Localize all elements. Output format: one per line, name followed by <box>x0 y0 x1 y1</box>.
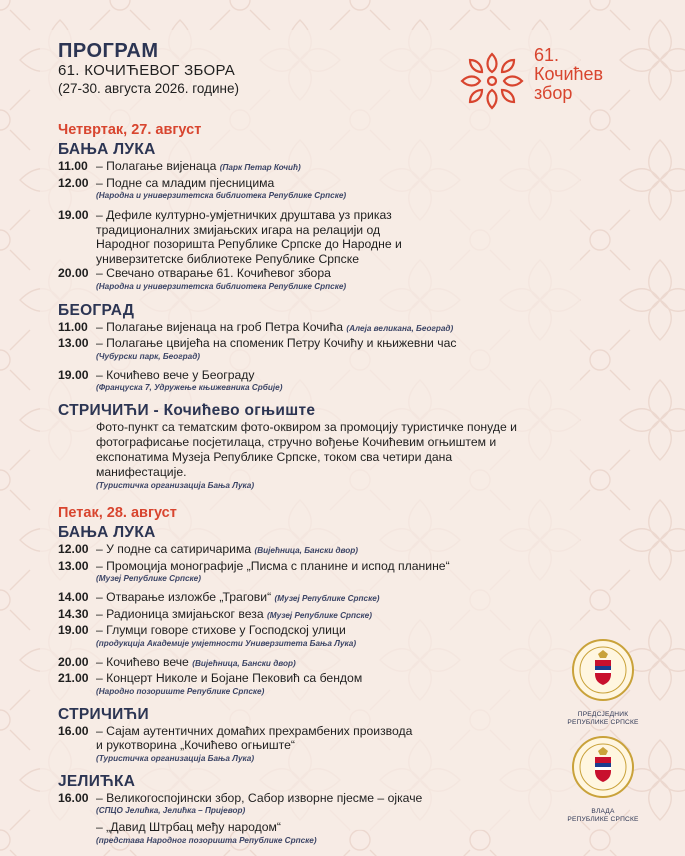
event-time: 16.00 <box>58 790 89 805</box>
page-title: ПРОГРАМ <box>58 40 159 62</box>
event-row <box>58 590 558 607</box>
logo-line-2: Кочићев <box>534 64 604 84</box>
event-row <box>58 159 558 176</box>
event-time <box>58 820 96 835</box>
event-location: (Вијећница, Бански двор) <box>254 546 359 555</box>
logo-line-3: збор <box>534 83 573 103</box>
event-location: (Народно позориште Републике Српске) <box>96 686 265 696</box>
event-row <box>58 542 558 559</box>
event-row <box>58 623 558 638</box>
day-heading: Петак, 28. август <box>58 505 177 521</box>
event-text: – Концерт Николе и Бојане Пековић са бендом <box>96 671 363 685</box>
event-time: 19.00 <box>58 208 89 222</box>
event-text: – Великогоспојински збор, Сабор изворне пјесме – ојкаче <box>96 790 423 805</box>
event-row <box>58 266 558 281</box>
coat-of-arms-seal-icon <box>571 638 635 702</box>
header <box>58 40 239 97</box>
event-text: – У подне са сатиричарима <box>96 542 252 556</box>
event-row <box>58 368 558 383</box>
event-text: – Кочићево вече у Београду <box>96 367 255 382</box>
event-location: (Музеј Републике Српске) <box>96 574 201 583</box>
event-time: 11.00 <box>58 159 88 173</box>
page-dates: (27-30. августа 2026. године) <box>58 81 240 96</box>
event-text: – „Давид Штрбац међу народом“ <box>96 820 281 834</box>
event-text: – Промоција монографије „Писма с планине и испод планине“ <box>96 558 450 573</box>
schedule <box>58 122 558 846</box>
event-description: Фото-пункт са тематским фото-оквиром за промоцију туристичке понуде и фотографисање посјетилаца, стручно вођење Кочићевим огњиштем и експонатима Музеја Републике Српске, током сва четири дана манифестације. <box>96 420 517 479</box>
event-row <box>58 320 558 337</box>
seal-label: РЕПУБЛИКЕ СРПСКЕ <box>567 816 639 823</box>
event-text: – Свечано отварање 61. Кочићевог збора <box>96 266 331 280</box>
event-time: 20.00 <box>58 654 89 669</box>
event-location: (СПЦО Јелићка, Јелићка – Пријевор) <box>96 806 246 815</box>
event-time: 14.00 <box>58 590 89 604</box>
event-time: 19.00 <box>58 623 89 637</box>
event-text: – Отварање изложбе „Трагови“ <box>96 590 272 604</box>
event-text: – Полагање вијенаца на гроб Петра Кочића <box>96 319 344 334</box>
seal-label: РЕПУБЛИКЕ СРПСКЕ <box>567 719 639 726</box>
event-row <box>58 607 558 624</box>
event-row <box>58 655 558 672</box>
event-location: (Туристичка организација Бања Лука) <box>96 481 255 490</box>
event-time: 21.00 <box>58 671 89 685</box>
logo-line-1: 61. <box>534 45 560 65</box>
event-row <box>58 820 558 835</box>
event-location: (Француска 7, Удружење књижевника Србије) <box>96 383 283 392</box>
event-time: 14.30 <box>58 606 89 621</box>
event-location: (Народна и универзитетска библиотека Републике Српске) <box>96 191 347 200</box>
city-heading: СТРИЧИЋИ - Кочићево огњиште <box>58 402 316 419</box>
city-heading: БАЊА ЛУКА <box>58 524 156 541</box>
event-text: – Полагање цвијећа на споменик Петру Кочићу и књижевни час <box>96 336 457 350</box>
event-text: – Подне са младим пјесницима <box>96 175 275 190</box>
day-heading: Четвртак, 27. август <box>58 122 202 138</box>
event-location: (Вијећница, Бански двор) <box>192 658 296 668</box>
city-heading: БЕОГРАД <box>58 301 135 319</box>
event-time: 12.00 <box>58 542 89 556</box>
event-row <box>58 724 558 753</box>
event-location: (Туристичка организација Бања Лука) <box>96 753 255 763</box>
logo-text <box>534 46 603 103</box>
event-location: (продукција Академије умјетности Универзитета Бања Лука) <box>96 638 357 648</box>
seal-label: ПРЕДСЈЕДНИК <box>577 711 629 718</box>
event-time: 13.00 <box>58 558 89 573</box>
city-heading: ЈЕЛИЋКА <box>58 772 136 790</box>
event-text: – Сајам аутентичних домаћих прехрамбених производа и рукотворина „Кочићево огњиште“ <box>96 723 413 752</box>
coat-of-arms-seal-icon <box>571 735 635 799</box>
event-text: – Дефиле културно-умјетничких друштава уз приказ традиционалних змијањских игара на релацији од Народног позоришта Републике Српске до Народне и универзитетске библиотеке Републике Српске <box>96 208 402 266</box>
flower-wreath-icon <box>454 46 530 116</box>
city-heading: СТРИЧИЋИ <box>58 705 149 723</box>
event-time: 16.00 <box>58 723 89 738</box>
government-seal <box>563 735 643 824</box>
event-location: (Парк Петар Кочић) <box>219 163 301 172</box>
event-row <box>58 559 558 574</box>
event-location: (представа Народног позоришта Републике Српске) <box>96 835 317 845</box>
event-time: 13.00 <box>58 336 89 350</box>
event-location: (Народна и универзитетска библиотека Републике Српске) <box>96 281 347 291</box>
event-location: (Алеја великана, Београд) <box>346 323 454 333</box>
event-row <box>58 208 558 266</box>
event-row <box>58 671 558 686</box>
event-text: – Радионица змијањског веза <box>96 606 264 621</box>
event-time: 19.00 <box>58 367 89 382</box>
event-time: 11.00 <box>58 319 88 334</box>
city-heading: БАЊА ЛУКА <box>58 141 156 158</box>
event-location: (Музеј Републике Српске) <box>267 610 372 620</box>
kocic-zbor-logo <box>454 46 644 116</box>
event-text: – Кочићево вече <box>96 654 189 669</box>
event-row <box>58 176 558 191</box>
event-time: 12.00 <box>58 175 89 190</box>
event-time: 20.00 <box>58 266 89 280</box>
president-seal <box>563 638 643 727</box>
event-location: (Чубурски парк, Београд) <box>96 351 200 361</box>
page-subtitle: 61. КОЧИЋЕВОГ ЗБОРА <box>58 62 236 79</box>
event-row <box>58 791 558 806</box>
event-location: (Музеј Републике Српске) <box>274 594 380 603</box>
event-text: – Полагање вијенаца <box>96 159 217 173</box>
event-text: – Глумци говоре стихове у Господској улици <box>96 623 346 637</box>
event-row <box>58 336 558 351</box>
seal-label: ВЛАДА <box>591 808 615 815</box>
